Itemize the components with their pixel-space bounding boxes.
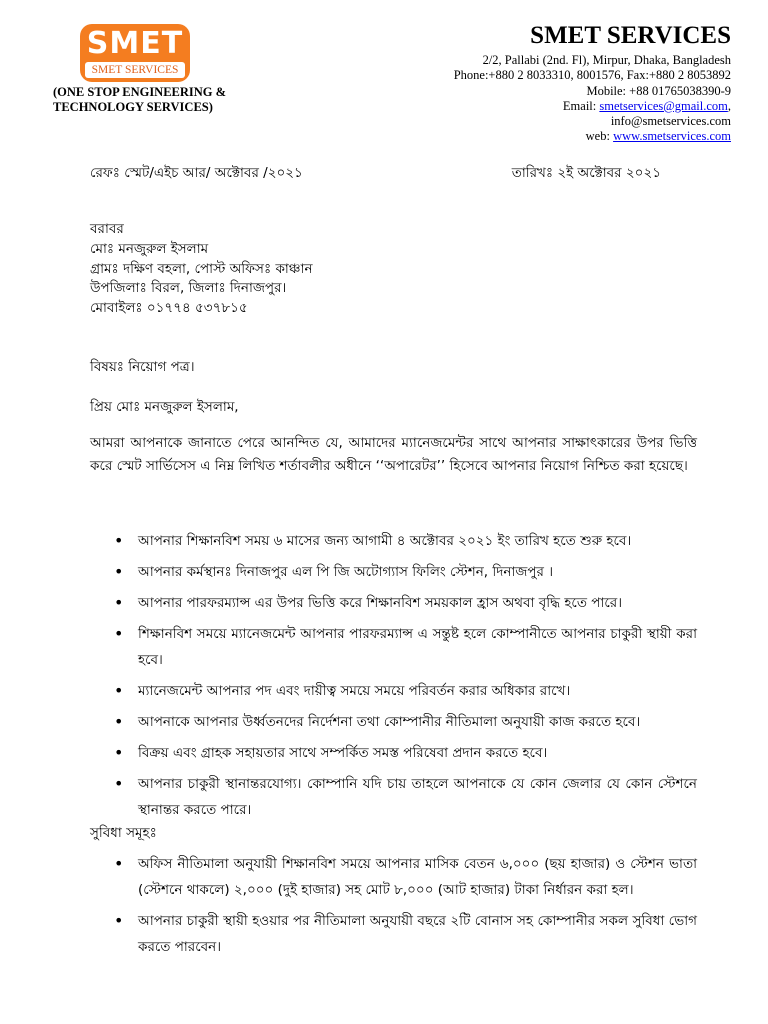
list-item: • আপনার পারফরম্যান্স এর উপর ভিত্তি করে শিক্ষানবিশ সময়কাল হ্রাস অথবা বৃদ্ধি হতে পারে। bbox=[90, 590, 697, 616]
addressee-line: মোঃ মনজুরুল ইসলাম bbox=[90, 240, 209, 257]
addressee-line: উপজিলাঃ বিরল, জিলাঃ দিনাজপুর। bbox=[90, 280, 287, 297]
terms-list bbox=[90, 528, 697, 828]
company-mobile: Mobile: +88 01765038390-9 bbox=[586, 83, 731, 98]
company-address: 2/2, Pallabi (2nd. Fl), Mirpur, Dhaka, Bangladesh bbox=[482, 53, 731, 67]
list-item: • আপনার চাকুরী স্থায়ী হওয়ার পর নীতিমালা অনুযায়ী বছরে ২টি বোনাস সহ কোম্পানীর সকল সুবিধা ভোগ করতে পারবেন। bbox=[90, 908, 697, 960]
tagline-line-2: TECHNOLOGY SERVICES) bbox=[53, 100, 213, 114]
company-contact-block bbox=[454, 53, 731, 145]
intro-paragraph: আমরা আপনাকে জানাতে পেরে আনন্দিত যে, আমাদের ম্যানেজমেন্টর সাথে আপনার সাক্ষাৎকারের উপর ভিত্তি করে স্মেট সার্ভিসেস এ নিম্ন লিখিত শর্তাবলীর অধীনে ‘‘অপারেটর’’ হিসেবে আপনার নিয়োগ নিশ্চিত করা হয়েছে। bbox=[90, 435, 697, 474]
benefits-list bbox=[90, 851, 697, 965]
logo-text: SMET bbox=[86, 26, 184, 61]
web-label: web: bbox=[585, 129, 614, 144]
letter-subject: বিষয়ঃ নিয়োগ পত্র। bbox=[90, 359, 195, 375]
company-tagline bbox=[53, 85, 226, 115]
tagline-line-1: (ONE STOP ENGINEERING & bbox=[53, 85, 227, 99]
company-email-line bbox=[454, 99, 731, 114]
addressee-line: গ্রামঃ দক্ষিণ বহলা, পোস্ট অফিসঃ কাঞ্চান bbox=[90, 260, 313, 277]
list-item: • শিক্ষানবিশ সময়ে ম্যানেজমেন্ট আপনার পারফরম্যান্স এ সন্তুষ্ট হলে কোম্পানীতে আপনার চাকুরী স্থায়ী করা হবে। bbox=[90, 621, 697, 673]
email-separator: , bbox=[727, 98, 731, 113]
benefits-heading: সুবিধা সমূহঃ bbox=[90, 825, 157, 841]
addressee-line: বরাবর bbox=[90, 221, 124, 237]
company-name: SMET SERVICES bbox=[530, 22, 731, 49]
company-web-line bbox=[454, 129, 731, 144]
salutation: প্রিয় মোঃ মনজুরুল ইসলাম, bbox=[90, 399, 239, 415]
company-phone: Phone:+880 2 8033310, 8001576, Fax:+880 2 8053892 bbox=[453, 68, 731, 83]
list-item: • বিক্রয় এবং গ্রাহক সহায়তার সাথে সম্পর্কিত সমস্ত পরিষেবা প্রদান করতে হবে। bbox=[90, 740, 697, 766]
list-item: • অফিস নীতিমালা অনুযায়ী শিক্ষানবিশ সময়ে আপনার মাসিক বেতন ৬,০০০ (ছয় হাজার) ও স্টেশন ভাতা (স্টেশনে থাকলে) ২,০০০ (দুই হাজার) সহ মোট ৮,০০০ (আট হাজার) টাকা নির্ধারন করা হল। bbox=[90, 851, 697, 903]
web-link[interactable]: www.smetservices.com bbox=[613, 129, 731, 144]
addressee-block bbox=[90, 220, 313, 319]
email-label: Email: bbox=[562, 98, 600, 113]
addressee-line: মোবাইলঃ ০১৭৭৪ ৫৩৭৮১৫ bbox=[90, 300, 248, 317]
company-logo bbox=[80, 24, 190, 82]
list-item: • আপনার শিক্ষানবিশ সময় ৬ মাসের জন্য আগামী ৪ অক্টোবর ২০২১ ইং তারিখ হতে শুরু হবে। bbox=[90, 528, 697, 554]
list-item: • ম্যানেজমেন্ট আপনার পদ এবং দায়ীত্ব সময়ে সময়ে পরিবর্তন করার অধিকার রাখে। bbox=[90, 678, 697, 704]
reference-number: রেফঃ স্মেট/এইচ আর/ অক্টোবর /২০২১ bbox=[90, 165, 303, 181]
logo-subtitle: SMET SERVICES bbox=[85, 62, 185, 78]
company-email-2: info@smetservices.com bbox=[610, 114, 731, 129]
list-item: • আপনাকে আপনার উর্ধ্বতনদের নির্দেশনা তথা কোম্পানীর নীতিমালা অনুযায়ী কাজ করতে হবে। bbox=[90, 709, 697, 735]
list-item: • আপনার চাকুরী স্থানান্তরযোগ্য। কোম্পানি যদি চায় তাহলে আপনাকে যে কোন জেলার যে কোন স্টেশনে স্থানান্তর করতে পারে। bbox=[90, 771, 697, 823]
list-item: • আপনার কর্মস্থানঃ দিনাজপুর এল পি জি অটোগ্যাস ফিলিং স্টেশন, দিনাজপুর । bbox=[90, 559, 697, 585]
email-link[interactable]: smetservices@gmail.com bbox=[599, 98, 728, 113]
letter-date: তারিখঃ ২ই অক্টোবর ২০২১ bbox=[511, 165, 661, 181]
